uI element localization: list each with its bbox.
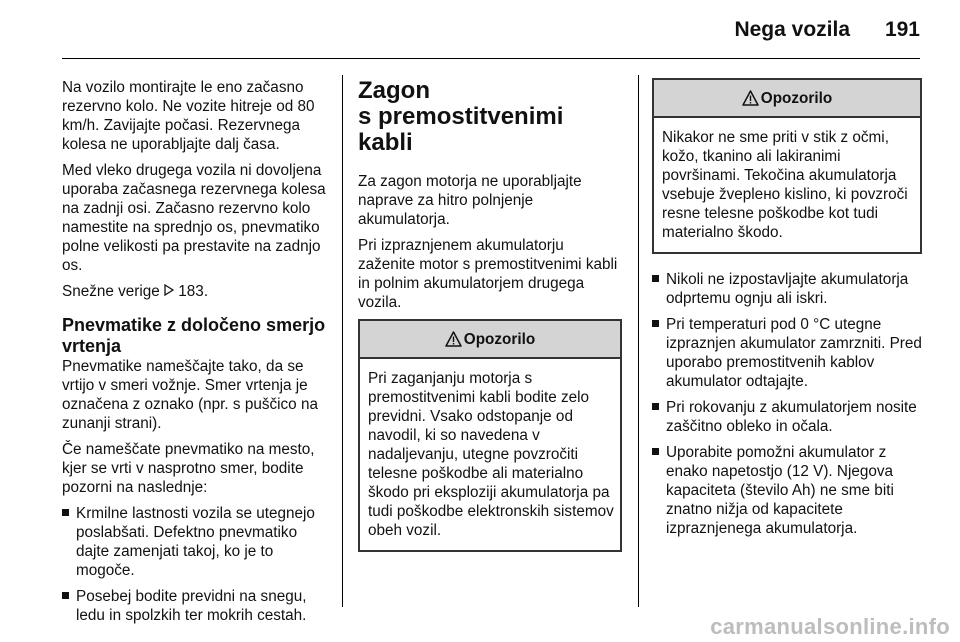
warning-title: Opozorilo — [760, 89, 833, 107]
page-reference-link[interactable]: 183. — [178, 283, 209, 300]
paragraph-directional: Pnevmatike nameščajte tako, da se vrtijo v smeri vožnje. Smer vrtenja je označena z oznako (npr. s puščico na zunanji strani). — [62, 358, 318, 432]
warning-header — [360, 321, 620, 359]
list-item: Pri rokovanju z akumulatorjem nosite zaščitno obleko in očala. — [652, 398, 922, 436]
paragraph-discharged: Pri izpraznjenem akumulatorju zaženite motor s premostitvenimi kabli in polnim akumulatorjem drugega vozila. — [358, 237, 618, 311]
warning-text: Pri zaganjanju motorja s premostitvenimi kabli bodite zelo previdni. Vsako odstopanje od navodil, ki so navedena v nadaljevanju, utegne povzročiti telesne poškodbe ali materialno škodo pri eksploziji akumulatorja pa tudi poškodbe elektronskih sistemov obeh vozil. — [368, 370, 614, 539]
bullet-square-icon — [652, 320, 659, 327]
warning-box — [652, 78, 922, 254]
warning-text: Nikakor ne sme priti v stik z očmi, kožo, tkanino ali lakiranimi površinami. Tekočina akumulatorja vsebuje žveplено kislino, ki povzroči resne telesne poškodbe kot tudi materialno škodo. — [662, 129, 908, 241]
list-item: Krmilne lastnosti vozila se utegnejo poslabšati. Defektno pnevmatiko dajte zamenjati takoj, ko je to mogoče. — [62, 504, 330, 580]
section-heading-jump-start: Zagon s premostitvenimi kabli — [358, 77, 564, 156]
bullet-square-icon — [62, 509, 69, 516]
warning-title: Opozorilo — [463, 330, 536, 348]
page-header-title: Nega vozila — [734, 18, 850, 41]
warning-header — [654, 80, 920, 118]
warning-triangle-icon — [445, 331, 462, 347]
bullet-square-icon — [652, 275, 659, 282]
paragraph-opposite-direction: Če nameščate pnevmatiko na mesto, kjer se vrti v nasprotno smer, bodite pozorni na naslednje: — [62, 441, 315, 496]
column-1 — [62, 78, 330, 632]
bullet-square-icon — [62, 592, 69, 599]
bullet-list-tyres — [62, 504, 330, 625]
list-item: Nikoli ne izpostavljajte akumulatorja odprtemu ognju ali iskri. — [652, 270, 922, 308]
column-2 — [358, 78, 622, 568]
column-3 — [652, 78, 922, 545]
paragraph-snow-chains — [62, 282, 330, 301]
snow-chains-text: Snežne verige — [62, 283, 160, 300]
page-number: 191 — [884, 18, 920, 41]
paragraph-towing: Med vleko drugega vozila ni dovoljena uporaba začasnega rezervnega kolesa na zadnji osi. Začasno rezervno kolo namestite na sprednjo os, pnevmatiko polne velikosti pa prestavite na zadnjo os. — [62, 162, 326, 274]
warning-box — [358, 319, 622, 552]
list-item: Uporabite pomožni akumulator z enako napetostjo (12 V). Njegova kapaciteta (število Ah) ne sme biti znatno nižja od kapacitete izpraznjenega akumulatorja. — [652, 443, 922, 538]
column-divider-1 — [342, 75, 343, 607]
list-item: Pri temperaturi pod 0 °C utegne izpraznjen akumulator zamrzniti. Pred uporabo premostitvenih kablov akumulator odtajajte. — [652, 315, 922, 391]
page-ref-icon — [164, 283, 178, 300]
watermark: carmanualsonline.info — [710, 614, 950, 639]
bullet-square-icon — [652, 448, 659, 455]
column-divider-2 — [638, 75, 639, 607]
header-divider — [62, 58, 920, 59]
paragraph-no-fast-charger: Za zagon motorja ne uporabljajte naprave za hitro polnjenje akumulatorja. — [358, 173, 582, 228]
warning-triangle-icon — [742, 90, 759, 106]
bullet-square-icon — [652, 403, 659, 410]
paragraph-temp-spare: Na vozilo montirajte le eno začasno rezervno kolo. Ne vozite hitreje od 80 km/h. Zavijajte počasi. Rezervnega kolesa ne uporabljajte dalj časa. — [62, 79, 315, 153]
list-item: Posebej bodite previdni na snegu, ledu in spolzkih ter mokrih cestah. — [62, 587, 330, 625]
section-heading-directional-tyres: Pnevmatike z določeno smerjo vrtenja — [62, 315, 326, 356]
bullet-list-battery — [652, 270, 922, 538]
